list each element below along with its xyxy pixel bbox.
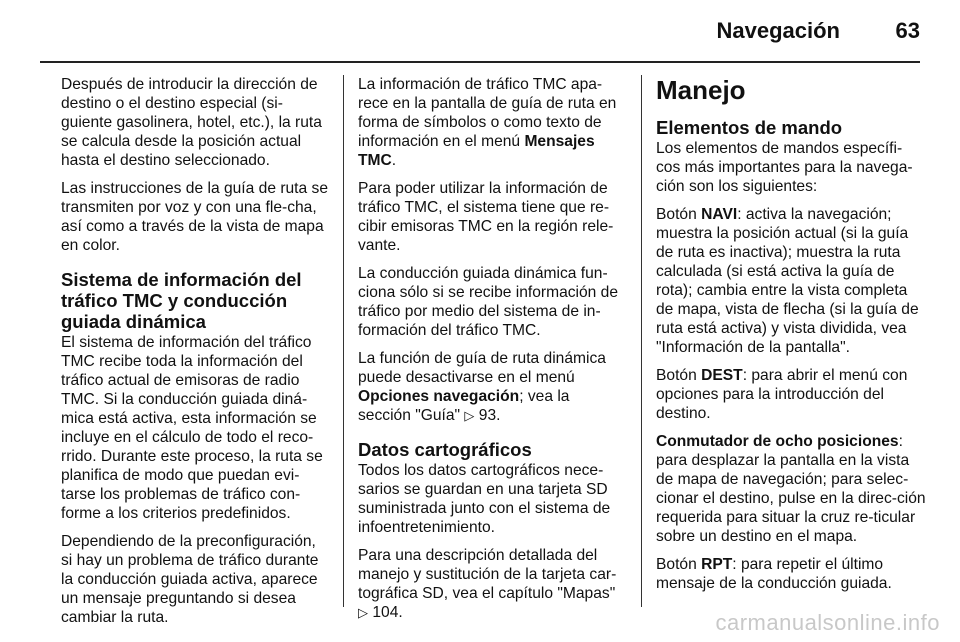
page-reference-icon: ▷ — [464, 408, 475, 423]
paragraph: El sistema de información del tráfico TMC recibe toda la información del tráfico actual de emisoras de radio TMC. Si la conducción guiada diná-mica está activa, esta información se incluye en el cálculo de todo el reco-rrido. Durante este proceso, la ruta se planifica de modo que puedan evi-tarse los problemas de tráfico con-forme a los criterios predefinidos. — [61, 334, 323, 522]
page-reference[interactable]: 104. — [372, 604, 403, 621]
section-heading-tmc: Sistema de información del tráfico TMC y conducción guiada dinámica — [61, 269, 302, 332]
chapter-title: Manejo — [656, 75, 746, 105]
column-3 — [656, 75, 926, 602]
watermark: carmanualsonline.info — [715, 610, 940, 635]
column-2 — [358, 75, 626, 631]
column-divider-2 — [641, 75, 642, 607]
paragraph: Después de introducir la dirección de destino o el destino especial (si-guiente gasolinera, hotel, etc.), la ruta se calcula desde la posición actual hasta el destino seleccionado. — [61, 76, 322, 169]
section-heading-map-data: Datos cartográficos — [358, 439, 532, 460]
section-heading-controls: Elementos de mando — [656, 117, 843, 138]
button-name: NAVI — [701, 206, 738, 223]
paragraph: Para poder utilizar la información de tráfico TMC, el sistema tiene que re-cibir emisoras TMC en la región rele-vante. — [358, 180, 614, 254]
button-name: DEST — [701, 367, 743, 384]
paragraph: Todos los datos cartográficos nece-sarios se guardan en una tarjeta SD suministrada junto con el sistema de infoentretenimiento. — [358, 462, 611, 536]
button-name: RPT — [701, 556, 733, 573]
paragraph: La información de tráfico TMC apa-rece en la pantalla de guía de ruta en forma de símbolos o como texto de información en el menú Mensajes TMC. — [358, 76, 617, 169]
paragraph: Conmutador de ocho posiciones: para desplazar la pantalla en la vista de mapa de navegación; para selec-cionar el destino, pulse en la direc-ción requerida para situar la cruz re-ticular sobre un destino en el mapa. — [656, 433, 926, 545]
control-name: Conmutador de ocho posiciones — [656, 433, 899, 450]
header-divider — [40, 61, 920, 63]
column-divider-1 — [343, 75, 344, 607]
page-reference[interactable]: 93. — [478, 407, 501, 424]
page-header-title: Navegación — [716, 18, 840, 43]
page-number: 63 — [895, 18, 920, 43]
page-reference-icon: ▷ — [358, 605, 368, 620]
paragraph: Botón RPT: para repetir el último mensaje de la conducción guiada. — [656, 556, 892, 592]
paragraph: Dependiendo de la preconfiguración, si hay un problema de tráfico durante la conducción guiada activa, aparece un mensaje preguntando si desea cambiar la ruta. — [61, 533, 319, 626]
column-1 — [61, 75, 329, 636]
paragraph: Los elementos de mandos específi-cos más importantes para la navega-ción son los siguientes: — [656, 140, 913, 195]
paragraph: Botón DEST: para abrir el menú con opciones para la introducción del destino. — [656, 367, 908, 422]
menu-reference: Opciones navegación — [358, 388, 520, 405]
paragraph: Las instrucciones de la guía de ruta se transmiten por voz y con una fle-cha, así como a través de la vista de mapa en color. — [61, 180, 328, 254]
paragraph: La función de guía de ruta dinámica puede desactivarse en el menú Opciones navegación; vea la sección "Guía" ▷ 93. — [358, 350, 606, 424]
menu-reference: Mensajes TMC — [358, 133, 595, 169]
paragraph: Para una descripción detallada del manejo y sustitución de la tarjeta car-tográfica SD, vea el capítulo "Mapas" ▷ 104. — [358, 547, 617, 621]
paragraph: La conducción guiada dinámica fun-ciona sólo si se recibe información de tráfico por medio del sistema de in-formación del tráfico TMC. — [358, 265, 619, 339]
paragraph: Botón NAVI: activa la navegación; muestra la posición actual (si la guía de ruta es inactiva); muestra la ruta calculada (si está activa la guía de rota); cambia entre la vista completa de mapa, vista de flecha (si la guía de ruta está activa) y vista dividida, vea "Información de la pantalla". — [656, 206, 919, 356]
